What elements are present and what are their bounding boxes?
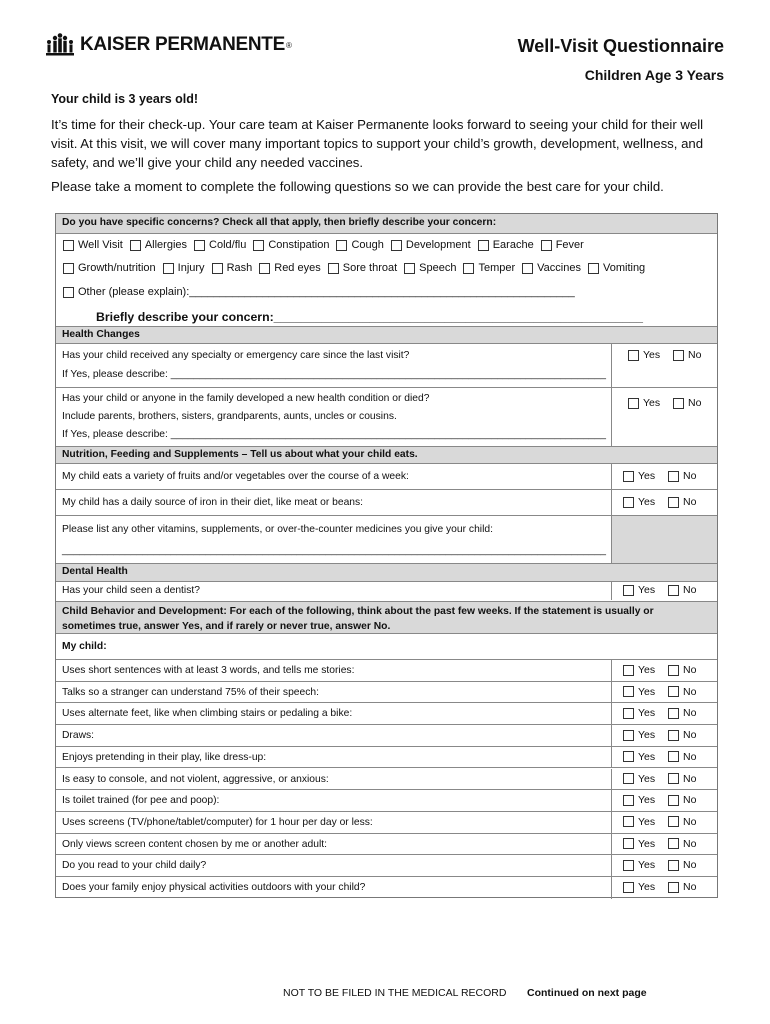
concern-label: Growth/nutrition <box>78 262 156 274</box>
concern-option[interactable] <box>336 239 383 251</box>
behavior-header-line-1: Child Behavior and Development: For each of the following, think about the past few weeks. If the statement is usually or <box>62 606 654 617</box>
concern-checkbox[interactable] <box>63 240 74 251</box>
questionnaire-table <box>55 213 718 898</box>
dental-header-row <box>56 564 717 582</box>
concern-option[interactable] <box>328 262 397 274</box>
dental-header: Dental Health <box>62 566 128 577</box>
concern-option[interactable] <box>194 239 246 251</box>
my-child-label: My child: <box>62 641 107 652</box>
yes-checkbox[interactable] <box>628 350 639 361</box>
no-label: No <box>683 584 697 596</box>
yes-checkbox[interactable] <box>623 585 634 596</box>
no-label: No <box>683 664 697 676</box>
concern-checkbox[interactable] <box>63 263 74 274</box>
yes-label: Yes <box>638 772 656 785</box>
no-checkbox[interactable] <box>668 730 679 741</box>
no-label: No <box>683 729 697 742</box>
behavior-question-row <box>56 834 717 856</box>
yes-label: Yes <box>638 859 656 872</box>
describe-line[interactable]: If Yes, please describe: ____________________________________________________________________________ <box>62 369 606 380</box>
question-text: Only views screen content chosen by me or another adult: <box>62 838 327 850</box>
concern-label: Cough <box>351 239 384 251</box>
yes-checkbox[interactable] <box>623 838 634 849</box>
no-checkbox[interactable] <box>668 665 679 676</box>
concerns-row-1 <box>63 239 591 251</box>
yes-checkbox[interactable] <box>623 665 634 676</box>
yes-checkbox[interactable] <box>623 816 634 827</box>
concern-checkbox[interactable] <box>253 240 264 251</box>
no-label: No <box>683 470 697 482</box>
concern-checkbox[interactable] <box>541 240 552 251</box>
health-question-row <box>56 388 717 447</box>
concern-label: Vomiting <box>602 262 646 274</box>
yes-label: Yes <box>638 881 656 893</box>
concern-option[interactable] <box>63 262 156 274</box>
concern-option[interactable] <box>404 262 456 274</box>
yes-checkbox[interactable] <box>623 882 634 893</box>
concern-checkbox[interactable] <box>212 263 223 274</box>
intro-paragraph: It’s time for their check-up. Your care team at Kaiser Permanente looks forward to seeing your child for their well visit. At this visit, we will cover many important topics to support your child’s growth, development, wellness, and safety, and we’ll give your child any needed vaccines. <box>51 117 704 170</box>
behavior-question-row <box>56 855 717 877</box>
no-label: No <box>683 881 697 893</box>
no-checkbox[interactable] <box>668 497 679 508</box>
behavior-header-line-2: sometimes true, answer Yes, and if rarely or never true, answer No. <box>62 621 391 632</box>
yes-checkbox[interactable] <box>623 708 634 719</box>
yes-label: Yes <box>638 685 656 698</box>
concern-option[interactable] <box>163 262 205 274</box>
intro-instruction: Please take a moment to complete the following questions so we can provide the best care for your child. <box>51 179 664 194</box>
describe-line[interactable]: If Yes, please describe: ____________________________________________________________________________ <box>62 429 606 440</box>
behavior-question-row <box>56 812 717 834</box>
page-title: Well-Visit Questionnaire <box>517 36 724 56</box>
concern-checkbox[interactable] <box>588 263 599 274</box>
question-text: Enjoys pretending in their play, like dress-up: <box>62 751 267 763</box>
no-label: No <box>683 815 697 828</box>
concerns-header-row <box>56 214 717 234</box>
yes-label: Yes <box>643 349 661 361</box>
concerns-header: Do you have specific concerns? Check all that apply, then briefly describe your concern: <box>62 217 497 228</box>
no-label: No <box>683 837 697 850</box>
concern-checkbox[interactable] <box>328 263 339 274</box>
no-checkbox[interactable] <box>668 838 679 849</box>
no-checkbox[interactable] <box>668 882 679 893</box>
no-checkbox[interactable] <box>668 816 679 827</box>
behavior-question-row <box>56 747 717 769</box>
behavior-question-row <box>56 660 717 682</box>
yes-checkbox[interactable] <box>623 497 634 508</box>
no-label: No <box>688 397 702 409</box>
no-checkbox[interactable] <box>668 471 679 482</box>
yes-label: Yes <box>643 397 661 409</box>
logo-text: KAISER PERMANENTE <box>80 34 285 55</box>
concern-label: Well Visit <box>78 239 123 251</box>
kaiser-logo <box>45 33 292 57</box>
concern-other-label: Other (please explain):_______________________________________________________________ <box>78 286 575 298</box>
yes-checkbox[interactable] <box>623 730 634 741</box>
page-subtitle: Children Age 3 Years <box>584 67 724 83</box>
question-text: Does your family enjoy physical activities outdoors with your child? <box>62 882 366 893</box>
no-checkbox[interactable] <box>668 751 679 762</box>
concern-checkbox[interactable] <box>336 240 347 251</box>
question-text: Uses short sentences with at least 3 words, and tells me stories: <box>62 665 355 676</box>
no-checkbox[interactable] <box>668 585 679 596</box>
no-label: No <box>683 772 697 785</box>
question-text: Has your child or anyone in the family developed a new health condition or died? <box>62 393 430 404</box>
behavior-question-row <box>56 877 717 899</box>
behavior-question-row <box>56 790 717 812</box>
question-text: My child eats a variety of fruits and/or vegetables over the course of a week: <box>62 471 409 482</box>
concern-option[interactable] <box>391 239 471 251</box>
concern-checkbox[interactable] <box>163 263 174 274</box>
yes-label: Yes <box>638 707 656 720</box>
no-checkbox[interactable] <box>668 860 679 871</box>
concern-label: Development <box>405 239 471 251</box>
concern-label: Speech <box>419 262 457 274</box>
logo-registered-mark: ® <box>285 40 292 50</box>
yes-checkbox[interactable] <box>623 686 634 697</box>
concern-option[interactable] <box>478 239 534 251</box>
yes-label: Yes <box>638 729 656 742</box>
health-question-row <box>56 344 717 388</box>
yes-checkbox[interactable] <box>623 773 634 784</box>
concern-option[interactable] <box>463 262 515 274</box>
briefly-describe-line[interactable]: Briefly describe your concern:______________________________________________________ <box>96 310 643 324</box>
no-checkbox[interactable] <box>668 708 679 719</box>
no-label: No <box>683 707 697 720</box>
health-changes-header: Health Changes <box>62 329 140 340</box>
question-note: Include parents, brothers, sisters, grandparents, aunts, uncles or cousins. <box>62 411 397 422</box>
question-text: Do you read to your child daily? <box>62 860 207 872</box>
yes-label: Yes <box>638 837 656 850</box>
nutrition-question-row <box>56 464 717 490</box>
question-text: Is toilet trained (for pee and poop): <box>62 795 220 807</box>
concern-label: Temper <box>478 262 516 274</box>
concern-label: Injury <box>177 262 205 274</box>
yes-label: Yes <box>638 664 656 676</box>
concern-option[interactable] <box>130 239 187 251</box>
concern-checkbox[interactable] <box>130 240 141 251</box>
concerns-row-3 <box>63 286 582 298</box>
dental-question-row <box>56 582 717 600</box>
no-label: No <box>683 496 697 508</box>
health-changes-header-row <box>56 326 717 344</box>
nutrition-header: Nutrition, Feeding and Supplements – Tell us about what your child eats. <box>62 449 418 460</box>
no-checkbox[interactable] <box>668 773 679 784</box>
no-checkbox[interactable] <box>668 686 679 697</box>
question-text: Uses screens (TV/phone/tablet/computer) for 1 hour per day or less: <box>62 816 373 828</box>
concern-label: Red eyes <box>274 262 321 274</box>
nutrition-question-row <box>56 516 717 564</box>
grey-cell <box>611 516 717 563</box>
concern-label: Rash <box>226 262 253 274</box>
yes-checkbox[interactable] <box>628 398 639 409</box>
concern-label: Vaccines <box>537 262 581 274</box>
concern-option[interactable] <box>259 262 320 274</box>
concern-checkbox[interactable] <box>391 240 402 251</box>
no-label: No <box>688 349 702 361</box>
concern-checkbox[interactable] <box>522 263 533 274</box>
concern-label: Allergies <box>144 239 188 251</box>
concern-label: Earache <box>492 239 534 251</box>
no-label: No <box>683 859 697 872</box>
concern-option[interactable] <box>63 239 123 251</box>
yes-label: Yes <box>638 584 656 596</box>
concern-checkbox-other[interactable] <box>63 287 74 298</box>
yes-checkbox[interactable] <box>623 795 634 806</box>
concern-option[interactable] <box>212 262 253 274</box>
question-text: Please list any other vitamins, supplements, or over-the-counter medicines you give your child: <box>62 524 493 535</box>
no-checkbox[interactable] <box>673 398 684 409</box>
question-text: Talks so a stranger can understand 75% of their speech: <box>62 686 319 698</box>
concern-label: Constipation <box>268 239 330 251</box>
behavior-question-row <box>56 682 717 704</box>
question-text: Has your child seen a dentist? <box>62 585 200 596</box>
concern-checkbox[interactable] <box>194 240 205 251</box>
answer-line[interactable]: _______________________________________________________________________________________________ <box>62 545 607 556</box>
no-label: No <box>683 794 697 807</box>
concern-checkbox[interactable] <box>259 263 270 274</box>
question-text: Is easy to console, and not violent, aggressive, or anxious: <box>62 773 329 785</box>
yes-checkbox[interactable] <box>623 860 634 871</box>
footer-notice: NOT TO BE FILED IN THE MEDICAL RECORD <box>283 987 507 999</box>
behavior-question-row <box>56 725 717 747</box>
concern-option[interactable] <box>522 262 581 274</box>
yes-checkbox[interactable] <box>623 751 634 762</box>
question-text: Draws: <box>62 730 95 742</box>
no-label: No <box>683 750 697 763</box>
yes-label: Yes <box>638 815 656 828</box>
concern-option[interactable] <box>253 239 329 251</box>
concern-label: Cold/flu <box>209 239 247 251</box>
question-text: My child has a daily source of iron in their diet, like meat or beans: <box>62 497 364 508</box>
kaiser-logo-icon <box>45 33 75 57</box>
question-text: Uses alternate feet, like when climbing stairs or pedaling a bike: <box>62 708 353 720</box>
yes-label: Yes <box>638 470 656 482</box>
concern-option[interactable] <box>541 239 584 251</box>
nutrition-question-row <box>56 490 717 516</box>
behavior-header-row <box>56 601 717 634</box>
no-checkbox[interactable] <box>673 350 684 361</box>
concern-label: Fever <box>555 239 584 251</box>
concern-label: Sore throat <box>342 262 398 274</box>
question-text: Has your child received any specialty or emergency care since the last visit? <box>62 350 410 361</box>
concern-checkbox[interactable] <box>463 263 474 274</box>
footer-continued: Continued on next page <box>527 987 647 999</box>
concern-option[interactable] <box>588 262 645 274</box>
behavior-question-row <box>56 703 717 725</box>
yes-label: Yes <box>638 750 656 763</box>
my-child-row <box>56 634 717 660</box>
no-label: No <box>683 685 697 698</box>
yes-checkbox[interactable] <box>623 471 634 482</box>
nutrition-header-row <box>56 447 717 464</box>
yes-label: Yes <box>638 496 656 508</box>
no-checkbox[interactable] <box>668 795 679 806</box>
concern-checkbox[interactable] <box>404 263 415 274</box>
intro-heading: Your child is 3 years old! <box>51 92 199 106</box>
concerns-row-2 <box>63 262 652 274</box>
behavior-question-row <box>56 769 717 791</box>
concern-checkbox[interactable] <box>478 240 489 251</box>
yes-label: Yes <box>638 794 656 807</box>
